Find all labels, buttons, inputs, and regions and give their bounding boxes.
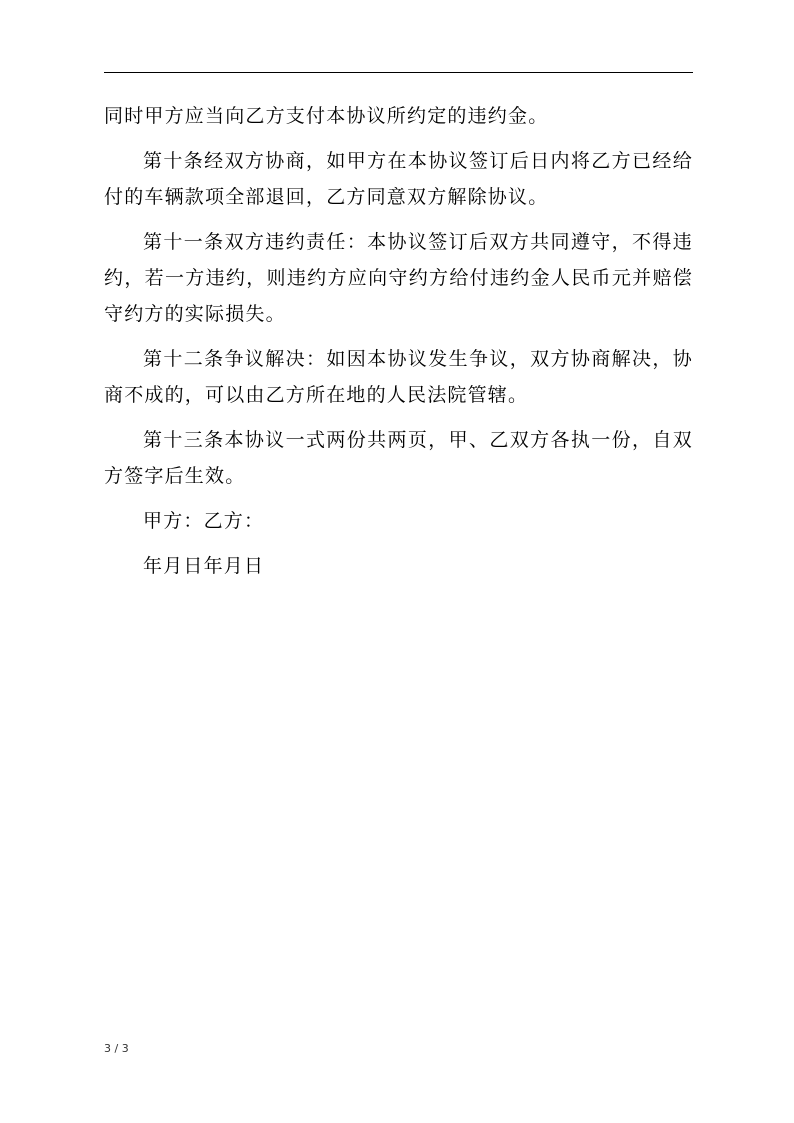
paragraph-article-10: 第十条经双方协商，如甲方在本协议签订后日内将乙方已经给付的车辆款项全部退回，乙方同意双方解除协议。 bbox=[104, 150, 693, 208]
signature-dates: 年月日年月日 bbox=[143, 555, 265, 577]
document-body bbox=[104, 98, 693, 593]
paragraph-continuation: 同时甲方应当向乙方支付本协议所约定的违约金。 bbox=[104, 105, 549, 127]
paragraph-article-12: 第十二条争议解决：如因本协议发生争议，双方协商解决，协商不成的，可以由乙方所在地的人民法院管辖。 bbox=[104, 348, 693, 406]
paragraph-article-11: 第十一条双方违约责任：本协议签订后双方共同遵守，不得违约，若一方违约，则违约方应向守约方给付违约金人民币元并赔偿守约方的实际损失。 bbox=[104, 231, 693, 325]
page-number: 3 / 3 bbox=[104, 1042, 129, 1055]
header-rule bbox=[104, 72, 693, 73]
signature-parties: 甲方：乙方： bbox=[143, 510, 265, 532]
paragraph-article-13: 第十三条本协议一式两份共两页，甲、乙双方各执一份，自双方签字后生效。 bbox=[104, 429, 693, 487]
